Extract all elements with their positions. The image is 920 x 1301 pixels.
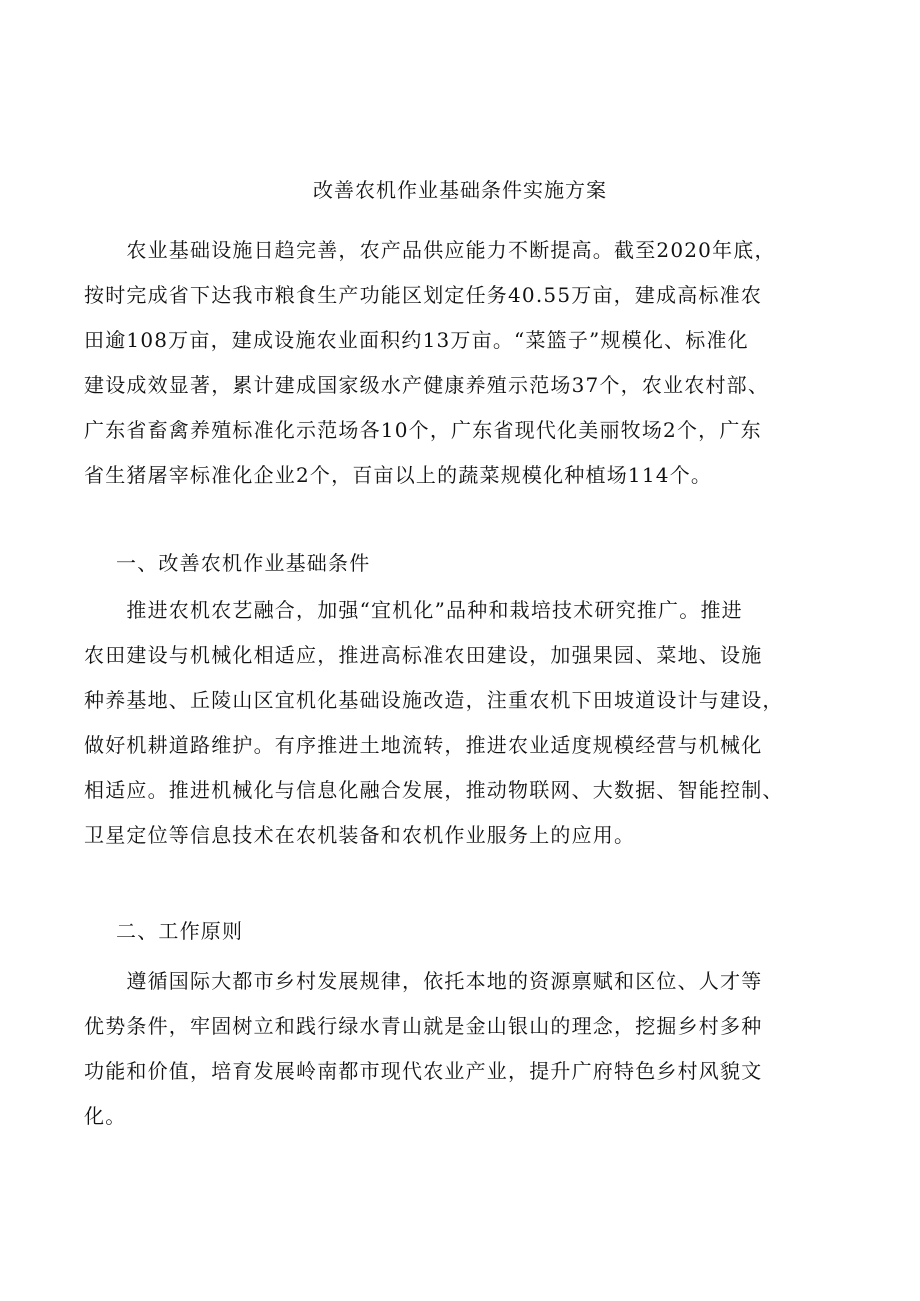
paragraph-line: 农田建设与机械化相适应，推进高标准农田建设，加强果园、菜地、设施: [84, 643, 763, 667]
paragraph-line: 广东省畜禽养殖标准化示范场各10个，广东省现代化美丽牧场2个，广东: [84, 418, 762, 442]
document-title: 改善农机作业基础条件实施方案: [313, 178, 607, 202]
section-1-heading: 一、改善农机作业基础条件: [116, 551, 371, 575]
paragraph-line: 建设成效显著，累计建成国家级水产健康养殖示范场37个，农业农村部、: [84, 373, 770, 397]
paragraph-line: 卫星定位等信息技术在农机装备和农机作业服务上的应用。: [84, 823, 636, 847]
section-1-paragraph: [84, 588, 854, 858]
paragraph-line: 农业基础设施日趋完善，农产品供应能力不断提高。截至2020年底，: [84, 238, 776, 262]
paragraph-line: 做好机耕道路维护。有序推进土地流转，推进农业适度规模经营与机械化: [84, 733, 763, 757]
paragraph-line: 田逾108万亩，建成设施农业面积约13万亩。“菜篮子”规模化、标准化: [84, 328, 749, 352]
paragraph-line: 遵循国际大都市乡村发展规律，依托本地的资源禀赋和区位、人才等: [84, 969, 763, 993]
paragraph-line: 相适应。推进机械化与信息化融合发展，推动物联网、大数据、智能控制、: [84, 778, 784, 802]
section-2-heading: 二、工作原则: [116, 919, 244, 943]
paragraph-line: 化。: [84, 1104, 127, 1128]
paragraph-line: 种养基地、丘陵山区宜机化基础设施改造，注重农机下田坡道设计与建设，: [84, 688, 784, 712]
paragraph-line: 推进农机农艺融合，加强“宜机化”品种和栽培技术研究推广。推进: [84, 598, 743, 622]
paragraph-line: 功能和价值，培育发展岭南都市现代农业产业，提升广府特色乡村风貌文: [84, 1059, 763, 1083]
paragraph-line: 省生猪屠宰标准化企业2个，百亩以上的蔬菜规模化种植场114个。: [84, 463, 713, 487]
section-2-paragraph: [84, 959, 854, 1139]
paragraph-line: 优势条件，牢固树立和践行绿水青山就是金山银山的理念，挖掘乡村多种: [84, 1014, 763, 1038]
intro-paragraph: [84, 228, 854, 498]
paragraph-line: 按时完成省下达我市粮食生产功能区划定任务40.55万亩，建成高标准农: [84, 283, 763, 307]
